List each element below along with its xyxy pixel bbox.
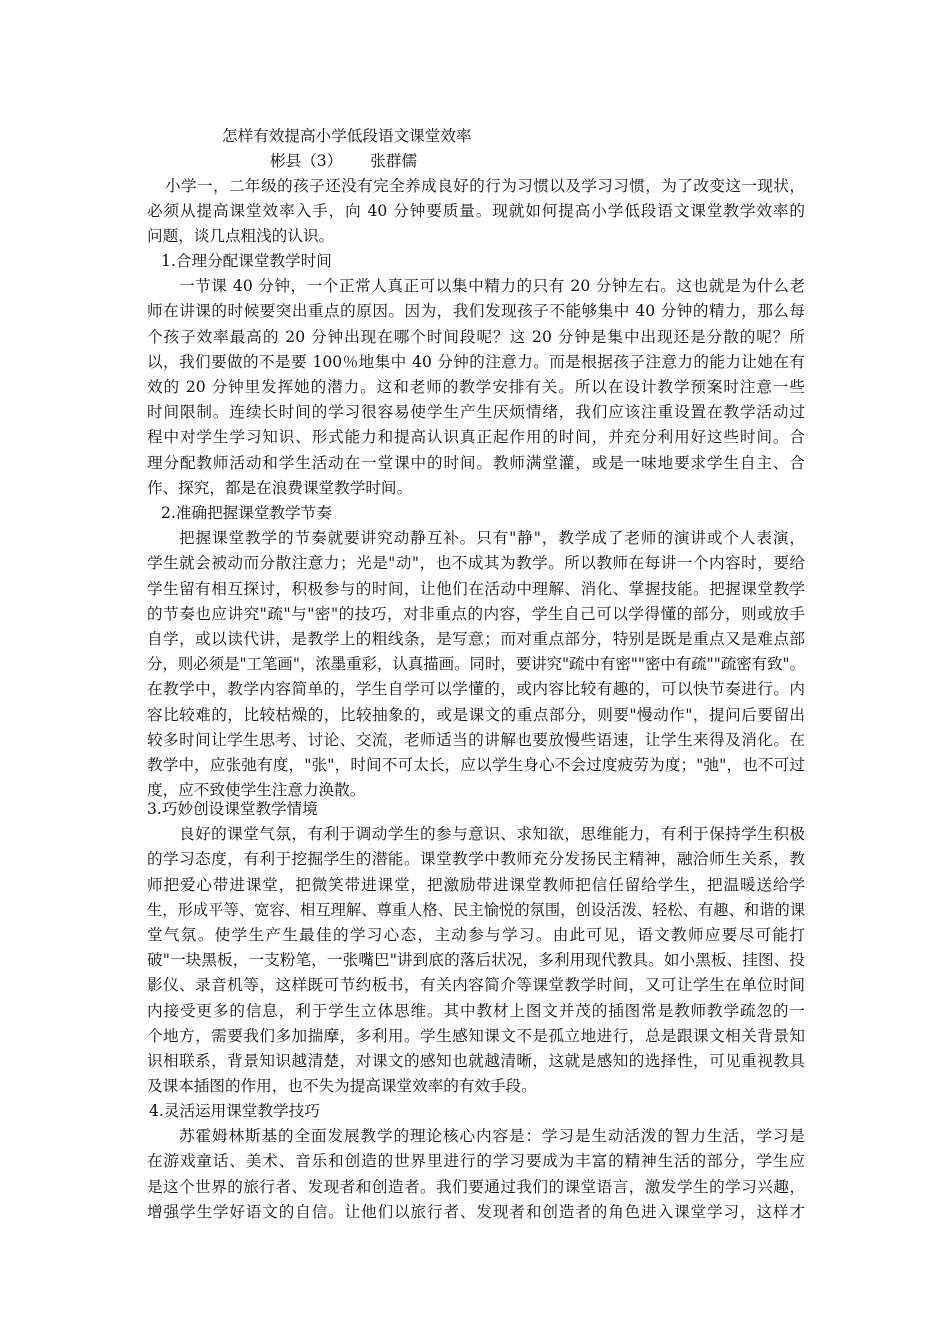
paragraph-line: 理分配教师活动和学生活动在一堂课中的时间。教师满堂灌，或是一味地要求学生自主、合 [147, 453, 805, 472]
paragraph-line: 的学习态度，有利于挖掘学生的潜能。课堂教学中教师充分发扬民主精神，融洽师生关系，教 [147, 850, 805, 869]
paragraph-line: 程中对学生学习知识、形式能力和提高认识真正起作用的时间，并充分利用好这些时间。合 [147, 428, 805, 447]
document-title: 怎样有效提高小学低段语文课堂效率 [222, 127, 472, 145]
paragraph-line: 学生留有相互探讨，积极参与的时间，让他们在活动中理解、消化、掌握技能。把握课堂教学 [147, 579, 805, 598]
paragraph-line: 分，则必须是"工笔画"，浓墨重彩，认真描画。同时，要讲究"疏中有密""密中有疏""疏密有致"。 [147, 655, 805, 674]
paragraph-line: 影仪、录音机等，这样既可节约板书，有关内容简介等课堂教学时间，又可让学生在单位时间 [147, 976, 805, 995]
paragraph-line: 时间限制。连续长时间的学习很容易使学生产生厌烦情绪，我们应该注重设置在教学活动过 [147, 403, 805, 422]
paragraph-line: 良好的课堂气氛，有利于调动学生的参与意识、求知欲，思维能力，有利于保持学生积极 [179, 825, 805, 844]
paragraph-line: 问题，谈几点粗浅的认识。 [147, 227, 335, 246]
section-2 [147, 501, 805, 803]
paragraph-line: 效的 20 分钟里发挥她的潜力。这和老师的教学安排有关。所以在设计教学预案时注意一些 [147, 377, 805, 396]
paragraph-line: 苏霍姆林斯基的全面发展教学的理论核心内容是：学习是生动活泼的智力生活，学习是 [179, 1127, 805, 1146]
paragraph-line: 生，形成平等、宽容、相互理解、尊重人格、民主愉悦的氛围，创设活泼、轻松、有趣、和谐的课 [147, 900, 805, 919]
paragraph-line: 个孩子效率最高的 20 分钟出现在哪个时间段呢？这 20 分钟是集中出现还是分散的呢？所 [147, 327, 805, 346]
paragraph-line: 以，我们要做的不是要 100％地集中 40 分钟的注意力。而是根据孩子注意力的能力让她在有 [147, 352, 805, 371]
section-heading: 3.巧妙创设课堂教学情境 [147, 800, 318, 818]
paragraph-line: 堂气氛。使学生产生最佳的学习心态，主动参与学习。由此可见，语文教师应要尽可能打 [147, 925, 805, 944]
intro-paragraph [147, 174, 805, 250]
paragraph-line: 较多时间让学生思考、讨论、交流，老师适当的讲解也要放慢些语速，让学生来得及消化。在 [147, 730, 805, 749]
paragraph-line: 师把爱心带进课堂，把微笑带进课堂，把激励带进课堂教师把信任留给学生，把温暖送给学 [147, 875, 805, 894]
paragraph-line: 是这个世界的旅行者、发现者和创造者。我们要通过我们的课堂语言，激发学生的学习兴趣， [147, 1177, 805, 1196]
author-name: 张群儒 [370, 152, 418, 170]
paragraph-line: 学生就会被动而分散注意力；光是"动"，也不成其为教学。所以教师在每讲一个内容时，要给 [147, 554, 805, 573]
paragraph-line: 作、探究，都是在浪费课堂教学时间。 [147, 478, 413, 497]
paragraph-line: 容比较难的，比较枯燥的，比较抽象的，或是课文的重点部分，则要"慢动作"，提问后要留出 [147, 705, 805, 724]
paragraph-line: 破"一块黑板，一支粉笔，一张嘴巴"讲到底的落后状况，多利用现代教具。如小黑板、挂图、投 [147, 951, 805, 970]
paragraph-line: 一节课 40 分钟，一个正常人真正可以集中精力的只有 20 分钟左右。这也就是为什么老 [179, 277, 805, 296]
paragraph-line: 必须从提高课堂效率入手，向 40 分钟要质量。现就如何提高小学低段语文课堂教学效率的 [147, 202, 805, 221]
paragraph-line: 度，应不致使学生注意力涣散。 [147, 781, 366, 800]
section-4 [147, 1099, 805, 1225]
paragraph-line: 小学一，二年级的孩子还没有完全养成良好的行为习惯以及学习习惯，为了改变这一现状， [165, 177, 805, 195]
paragraph-line: 把握课堂教学的节奏就要讲究动静互补。只有"静"，教学成了老师的演讲或个人表演， [179, 529, 805, 548]
paragraph-line: 内接受更多的信息，利于学生立体思维。其中教材上图文并茂的插图常是教师教学疏忽的一 [147, 1001, 805, 1020]
section-1 [147, 249, 805, 501]
paragraph-line: 个地方，需要我们多加揣摩，多利用。学生感知课文不是孤立地进行，总是跟课文相关背景知 [147, 1026, 805, 1045]
author-org: 彬县（3） [270, 152, 343, 170]
paragraph-line: 的节奏也应讲究"疏"与"密"的技巧，对非重点的内容，学生自己可以学得懂的部分，则或放手 [147, 604, 805, 623]
paragraph-line: 在教学中，教学内容简单的，学生自学可以学懂的，或内容比较有趣的，可以快节奏进行。内 [147, 680, 805, 699]
paragraph-line: 自学，或以读代讲，是教学上的粗线条，是写意；而对重点部分，特别是既是重点又是难点部 [147, 629, 805, 648]
section-heading: 2.准确把握课堂教学节奏 [161, 504, 332, 522]
paragraph-line: 及课本插图的作用，也不失为提高课堂效率的有效手段。 [147, 1077, 537, 1096]
section-heading: 1.合理分配课堂教学时间 [161, 252, 332, 270]
section-3 [147, 797, 805, 1099]
paragraph-line: 教学中，应张弛有度，"张"，时间不可太长，应以学生身心不会过度疲劳为度；"弛"，也不可过 [147, 755, 805, 774]
paragraph-line: 师在讲课的时候要突出重点的原因。因为，我们发现孩子不能够集中 40 分钟的精力，那么每 [147, 302, 805, 321]
paragraph-line: 增强学生学好语文的自信。让他们以旅行者、发现者和创造者的角色进入课堂学习，这样才 [147, 1202, 805, 1221]
paragraph-line: 在游戏童话、美术、音乐和创造的世界里进行的学习要成为丰富的精神生活的部分，学生应 [147, 1152, 805, 1171]
author-line [270, 149, 417, 174]
paragraph-line: 识相联系，背景知识越清楚，对课文的感知也就越清晰，这就是感知的选择性，可见重视教具 [147, 1051, 805, 1070]
section-heading: 4.灵活运用课堂教学技巧 [149, 1102, 320, 1120]
